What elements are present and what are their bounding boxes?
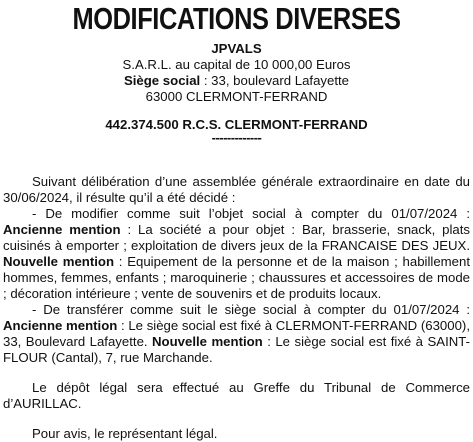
siege-label: Siège social: [123, 73, 201, 88]
spacer: [3, 366, 470, 380]
separator-line: -------------: [211, 130, 262, 145]
company-siege: [0, 73, 473, 89]
closing-paragraph: Pour avis, le représentant légal.: [32, 426, 218, 441]
item2-ancienne-label: Ancienne mention: [3, 318, 118, 333]
company-name: JPVALS: [211, 41, 262, 56]
rcs-number: 442.374.500 R.C.S. CLERMONT-FERRAND: [105, 117, 368, 132]
siege-value: : 33, boulevard Lafayette: [200, 73, 350, 88]
item2-start: - De transférer comme suit le siège social à compter du 01/07/2024 :: [32, 302, 470, 317]
item2-ancienne-text: : Le siège social est fixé à CLERMONT-FERRAND (63000), 33, Boulevard Lafayette.: [3, 318, 470, 349]
item1-ancienne-text: : La société a pour objet : Bar, brasserie, snack, plats cuisinés à emporter ; exploitation de divers jeux de la FRANCAISE DES JEUX.: [3, 222, 470, 253]
item1-start: - De modifier comme suit l’objet social à compter du 01/07/2024 :: [32, 206, 470, 221]
depot-paragraph: Le dépôt légal sera effectué au Greffe du Tribunal de Commerce d’AURILLAC.: [3, 380, 470, 411]
company-capital: S.A.R.L. au capital de 10 000,00 Euros: [122, 57, 351, 72]
intro-paragraph: Suivant délibération d’une assemblée générale extraordinaire en date du 30/06/2024, il résulte qu’il a été décidé :: [3, 174, 470, 205]
item-objet-social: [3, 206, 470, 302]
notice-headline: MODIFICATIONS DIVERSES: [72, 1, 401, 36]
item2-nouvelle-text: : Le siège social est fixé à SAINT-FLOUR (Cantal), 7, rue Marchande.: [3, 334, 470, 365]
notice-body: [3, 174, 470, 442]
spacer: [3, 412, 470, 426]
item-siege-social: [3, 302, 470, 366]
item1-ancienne-label: Ancienne mention: [3, 222, 121, 237]
company-city: 63000 CLERMONT-FERRAND: [145, 89, 328, 104]
item2-nouvelle-label: Nouvelle mention: [152, 334, 263, 349]
company-header: [0, 41, 473, 105]
item1-nouvelle-label: Nouvelle mention: [3, 254, 115, 269]
item1-nouvelle-text: : Equipement de la personne et de la maison ; habillement hommes, femmes, enfants ; maroquinerie ; chaussures et accessoires de mode ; décoration intérieure ; vente de souvenirs et de produits locaux.: [3, 254, 470, 301]
